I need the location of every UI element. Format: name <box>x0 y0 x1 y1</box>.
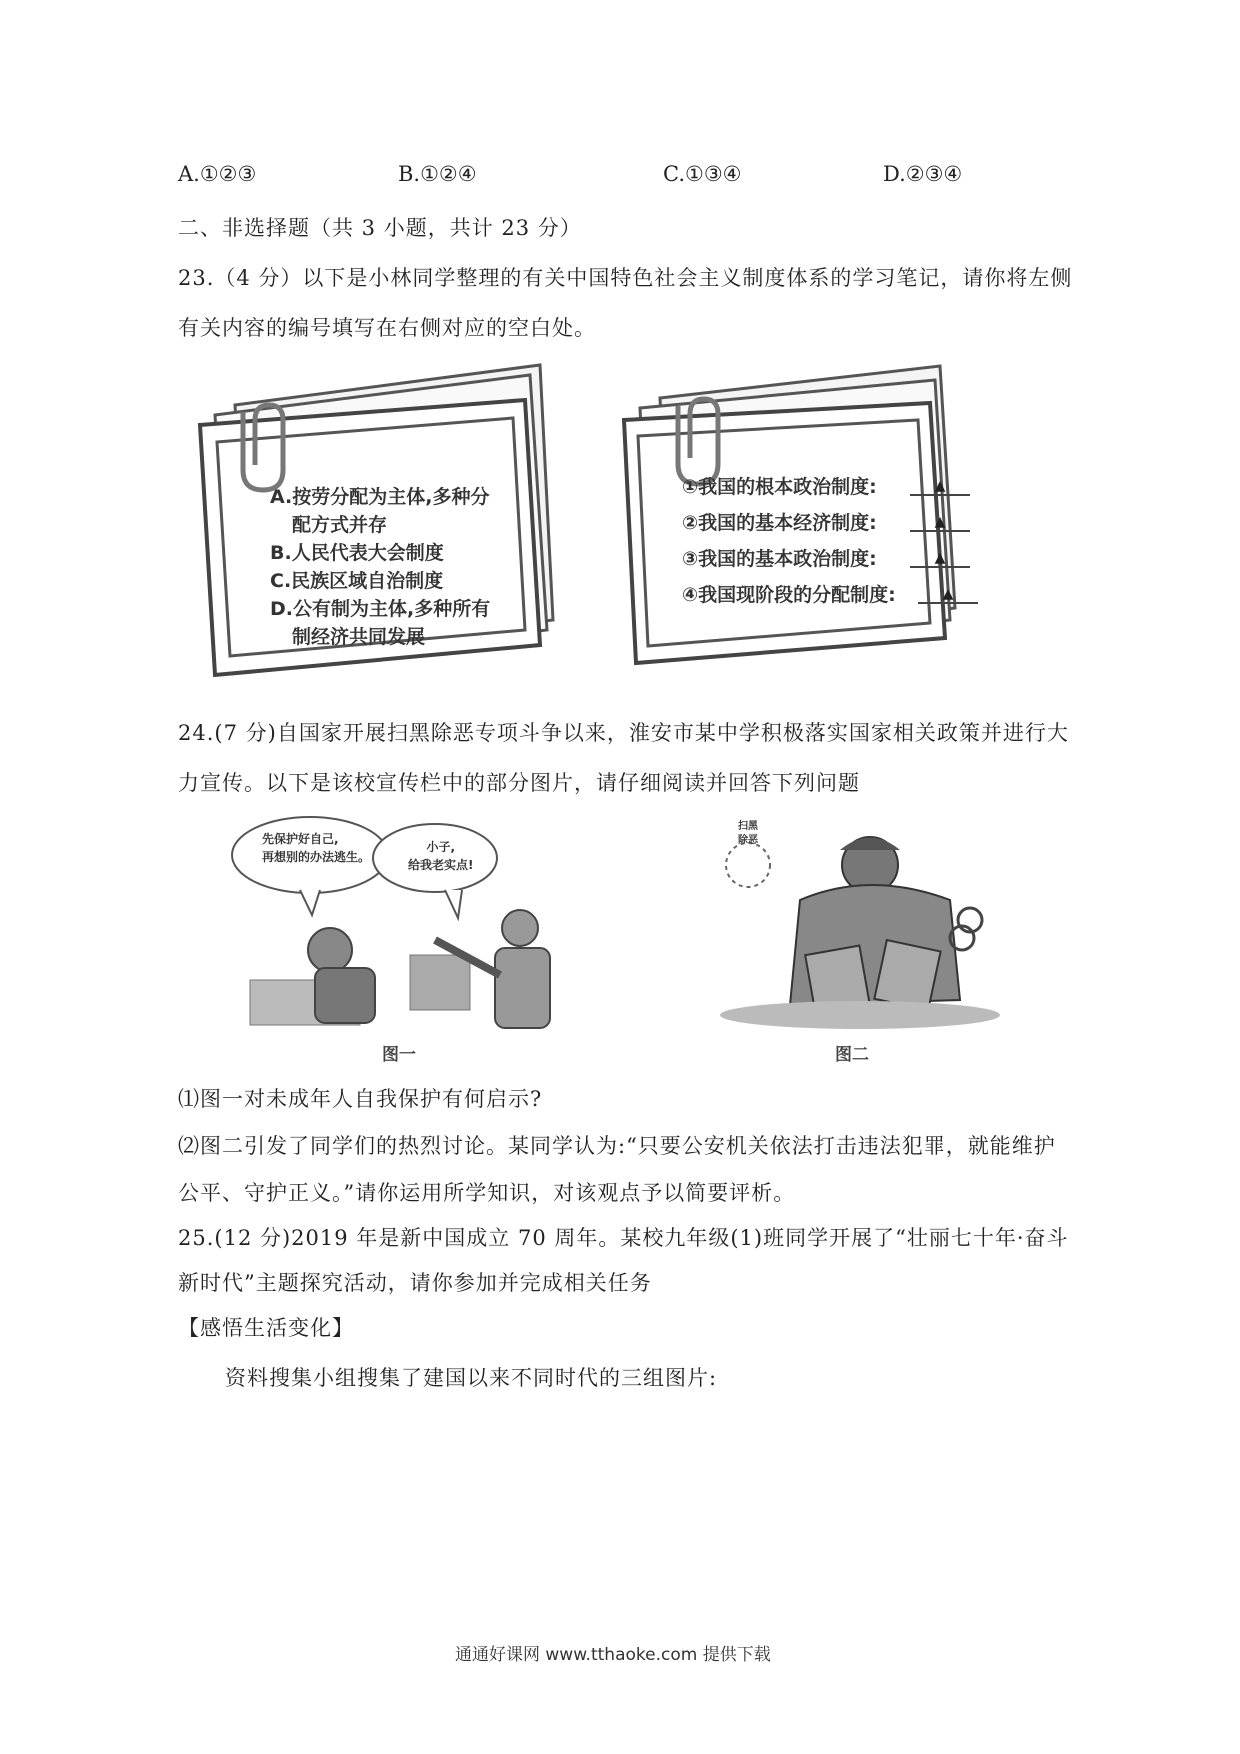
right-card-item-3: ③我国的基本政治制度: <box>682 548 877 570</box>
q24-sub2-line1: ⑵图二引发了同学们的热烈讨论。某同学认为:“只要公安机关依法打击违法犯罪，就能维护 <box>178 1134 1056 1158</box>
left-card-item-d1: D.公有制为主体,多种所有 <box>270 598 491 620</box>
bubble1-line1: 先保护好自己, <box>262 832 339 846</box>
bubble2-line1: 小子, <box>426 840 456 854</box>
left-card-item-d2: 制经济共同发展 <box>292 626 426 648</box>
option-d: D.②③④ <box>883 162 963 186</box>
q25-line2: 新时代”主题探究活动，请你参加并完成相关任务 <box>178 1271 652 1295</box>
left-card-item-a1: A.按劳分配为主体,多种分 <box>270 486 490 508</box>
bubble1-line2: 再想别的办法逃生。 <box>262 850 371 864</box>
q23-line1: 23.（4 分）以下是小林同学整理的有关中国特色社会主义制度体系的学习笔记，请你将左侧 <box>178 266 1073 290</box>
figure2-illustration <box>700 820 1020 1035</box>
right-card-item-4: ④我国现阶段的分配制度: <box>682 584 896 606</box>
q24-sub1: ⑴图一对未成年人自我保护有何启示? <box>178 1087 543 1111</box>
bubble2-line2: 给我老实点! <box>408 858 474 872</box>
option-a: A.①②③ <box>178 162 257 186</box>
option-b: B.①②④ <box>398 162 477 186</box>
q24-line1: 24.(7 分)自国家开展扫黑除恶专项斗争以来，淮安市某中学积极落实国家相关政策并进行大 <box>178 721 1069 745</box>
q23-line2: 有关内容的编号填写在右侧对应的空白处。 <box>178 316 596 340</box>
blank-2: ▲ <box>910 514 970 532</box>
left-card-item-b: B.人民代表大会制度 <box>270 542 444 564</box>
q25-line3: 资料搜集小组搜集了建国以来不同时代的三组图片: <box>225 1366 718 1390</box>
right-card-item-2: ②我国的基本经济制度: <box>682 512 877 534</box>
left-card-item-c: C.民族区域自治制度 <box>270 570 444 592</box>
section-title: 二、非选择题（共 3 小题，共计 23 分） <box>178 216 582 240</box>
left-card-item-a2: 配方式并存 <box>292 514 388 536</box>
q25-line1: 25.(12 分)2019 年是新中国成立 70 周年。某校九年级(1)班同学开展了“壮丽七十年·奋斗 <box>178 1226 1069 1250</box>
figure2-caption: 图二 <box>835 1045 869 1065</box>
q24-line2: 力宣传。以下是该校宣传栏中的部分图片，请仔细阅读并回答下列问题 <box>178 771 860 795</box>
q25-heading: 【感悟生活变化】 <box>178 1316 354 1340</box>
blank-1: ▲ <box>910 478 970 496</box>
option-c: C.①③④ <box>663 162 742 186</box>
right-card-item-1: ①我国的根本政治制度: <box>682 476 877 498</box>
page-footer: 通通好课网 www.tthaoke.com 提供下载 <box>455 1645 771 1665</box>
blank-3: ▲ <box>910 550 970 568</box>
q24-sub2-line2: 公平、守护正义。”请你运用所学知识，对该观点予以简要评析。 <box>178 1181 796 1205</box>
blank-4: ▲ <box>918 586 978 604</box>
fig2-banner-line1: 扫黑 <box>738 821 758 832</box>
figure1-caption: 图一 <box>382 1045 416 1065</box>
fig2-banner-line2: 除恶 <box>738 835 758 846</box>
